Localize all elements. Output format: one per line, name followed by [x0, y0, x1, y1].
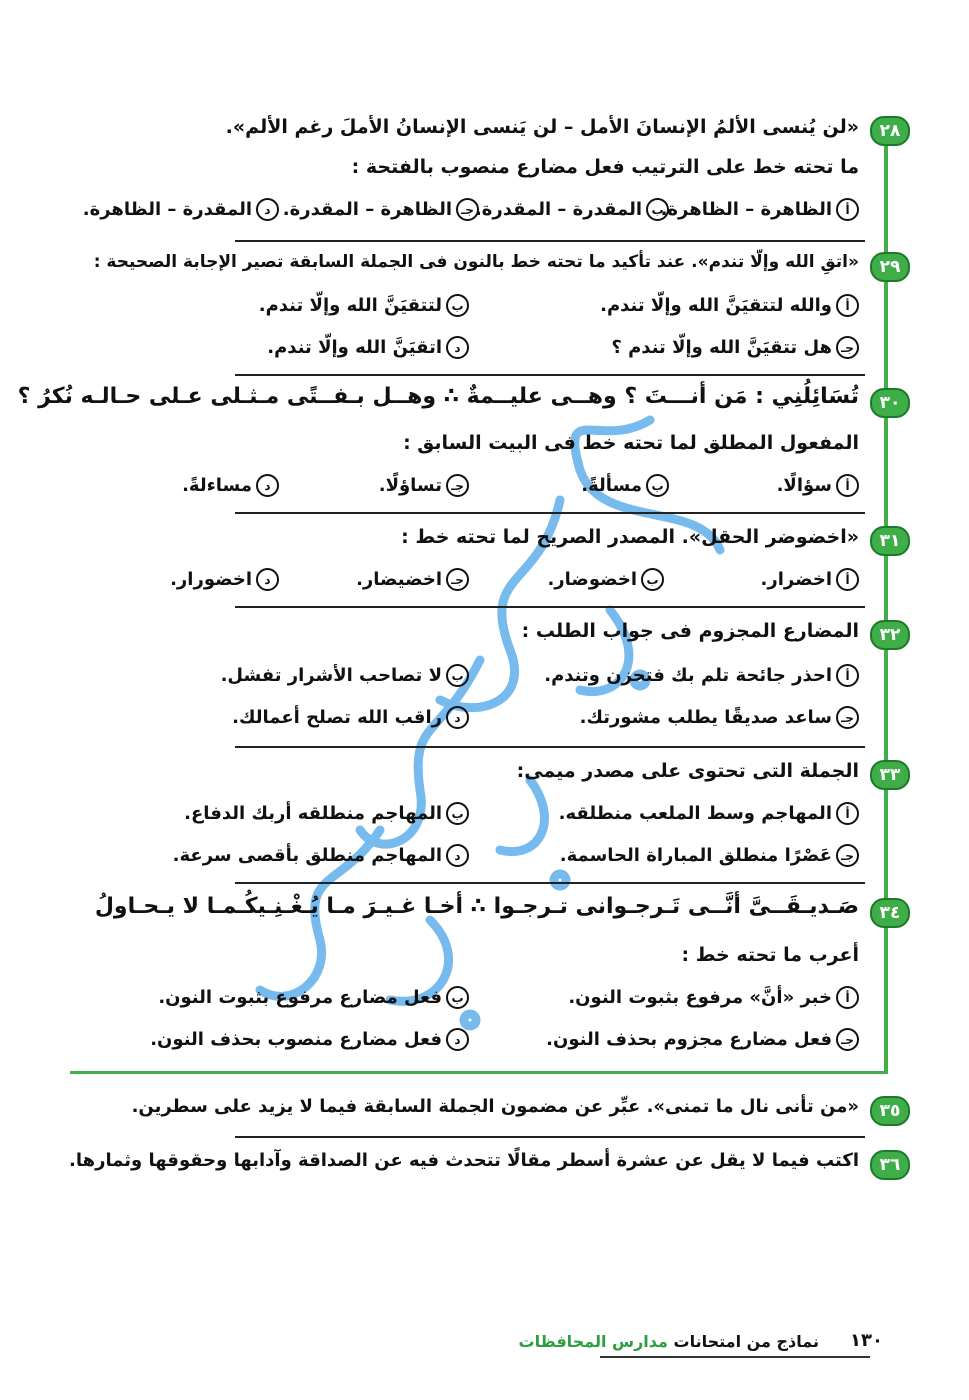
q34-option-d[interactable]: د فعل مضارع منصوب بحذف النون. [150, 1028, 469, 1051]
q34-option-c[interactable]: جـ فعل مضارع مجزوم بحذف النون. [546, 1028, 859, 1051]
q32-option-a[interactable]: أ احذر جائحة تلم بك فتحزن وتندم. [544, 664, 859, 687]
q28-option-d[interactable]: د المقدرة – الظاهرة. [83, 198, 279, 221]
q29-option-a[interactable]: أ والله لتتقيَنَّ الله وإلّا تندم. [600, 294, 859, 317]
q34-option-a[interactable]: أ خبر «أنَّ» مرفوع بثبوت النون. [568, 986, 859, 1009]
q33-option-c[interactable]: جـ عَصْرًا منطلق المباراة الحاسمة. [560, 844, 859, 867]
q28-option-a[interactable]: أ الظاهرة – الظاهرة. [661, 198, 859, 221]
divider [235, 1136, 865, 1138]
question-number-32: ٣٢ [870, 620, 910, 650]
question-number-31: ٣١ [870, 526, 910, 556]
q31-option-d[interactable]: د اخضورار. [170, 568, 279, 591]
divider [235, 512, 865, 514]
q28-prompt: ما تحته خط على الترتيب فعل مضارع منصوب بالفتحة : [351, 156, 859, 178]
q34-option-b[interactable]: ب فعل مضارع مرفوع بثبوت النون. [158, 986, 469, 1009]
q33-option-d[interactable]: د المهاجم منطلق بأقصى سرعة. [173, 844, 469, 867]
question-number-35: ٣٥ [870, 1096, 910, 1126]
q35-prompt: «من تأنى نال ما تمنى». عبِّر عن مضمون الجملة السابقة فيما لا يزيد على سطرين. [131, 1096, 859, 1117]
q33-option-b[interactable]: ب المهاجم منطلقه أربك الدفاع. [184, 802, 469, 825]
q32-prompt: المضارع المجزوم فى جواب الطلب : [521, 620, 859, 642]
question-number-36: ٣٦ [870, 1150, 910, 1180]
q32-option-b[interactable]: ب لا تصاحب الأشرار تفشل. [221, 664, 469, 687]
question-number-30: ٣٠ [870, 388, 910, 418]
q29-option-d[interactable]: د اتقيَنَّ الله وإلّا تندم. [267, 336, 469, 359]
q34-prompt: أعرب ما تحته خط : [681, 944, 859, 966]
divider [235, 882, 865, 884]
q30-option-d[interactable]: د مساءلةً. [182, 474, 279, 497]
q30-prompt: المفعول المطلق لما تحته خط فى البيت السابق : [403, 432, 859, 454]
question-number-29: ٢٩ [870, 252, 910, 282]
q28-statement: «لن يُنسى الألمُ الإنسانَ الأمل – لن يَنسى الإنسانُ الأملَ رغم الألم». [225, 116, 859, 138]
divider [235, 746, 865, 748]
q30-option-b[interactable]: ب مسألةً. [581, 474, 669, 497]
q30-option-c[interactable]: جـ تساؤلًا. [379, 474, 469, 497]
q31-option-a[interactable]: أ اخضرار. [761, 568, 859, 591]
q29-statement: «اتقِ الله وإلّا تندم». عند تأكيد ما تحته خط بالنون فى الجملة السابقة تصير الإجابة الصحيحة : [93, 252, 859, 272]
q28-option-c[interactable]: جـ الظاهرة – المقدرة. [283, 198, 479, 221]
q29-option-c[interactable]: جـ هل تتقيَنَّ الله وإلّا تندم ؟ [611, 336, 859, 359]
q34-verse: صَـديـقَــىَّ أنَّــى تَـرجـوانى تـرجـوا ∴ أخـا غـيـرَ مـا يُـغْـنِـيكُـمـا لا يـحـاولُ [94, 894, 859, 919]
q29-option-b[interactable]: ب لتتقيَنَّ الله وإلّا تندم. [259, 294, 469, 317]
q31-statement: «اخضوضر الحقل». المصدر الصريح لما تحته خط : [401, 526, 859, 548]
q30-verse: تُسَائِلُنِي : مَن أنـــتَ ؟ وهــى عليــمةٌ ∴ وهــل بـفــتًى مـثـلى عـلى حـالـه نُكرُ ؟ [17, 384, 859, 409]
footer-title: نماذج من امتحانات مدارس المحافظات [518, 1332, 819, 1351]
footer-line [600, 1356, 870, 1358]
divider [235, 374, 865, 376]
q30-option-a[interactable]: أ سؤالًا. [777, 474, 859, 497]
q33-prompt: الجملة التى تحتوى على مصدر ميمى: [516, 760, 859, 782]
divider [235, 240, 865, 242]
q31-option-b[interactable]: ب اخضوضار. [547, 568, 664, 591]
question-number-28: ٢٨ [870, 116, 910, 146]
q31-option-c[interactable]: جـ اخضيضار. [356, 568, 469, 591]
q32-option-d[interactable]: د راقب الله تصلح أعمالك. [232, 706, 469, 729]
q32-option-c[interactable]: جـ ساعد صديقًا يطلب مشورتك. [580, 706, 859, 729]
q33-option-a[interactable]: أ المهاجم وسط الملعب منطلقه. [559, 802, 859, 825]
page-number: ١٣٠ [850, 1330, 883, 1351]
divider [235, 606, 865, 608]
frame-bottom-line [70, 1071, 888, 1074]
question-number-33: ٣٣ [870, 760, 910, 790]
q36-prompt: اكتب فيما لا يقل عن عشرة أسطر مقالًا تتحدث فيه عن الصداقة وآدابها وحقوقها وثمارها. [69, 1150, 859, 1171]
q28-option-b[interactable]: ب المقدرة – المقدرة. [475, 198, 669, 221]
question-number-34: ٣٤ [870, 898, 910, 928]
